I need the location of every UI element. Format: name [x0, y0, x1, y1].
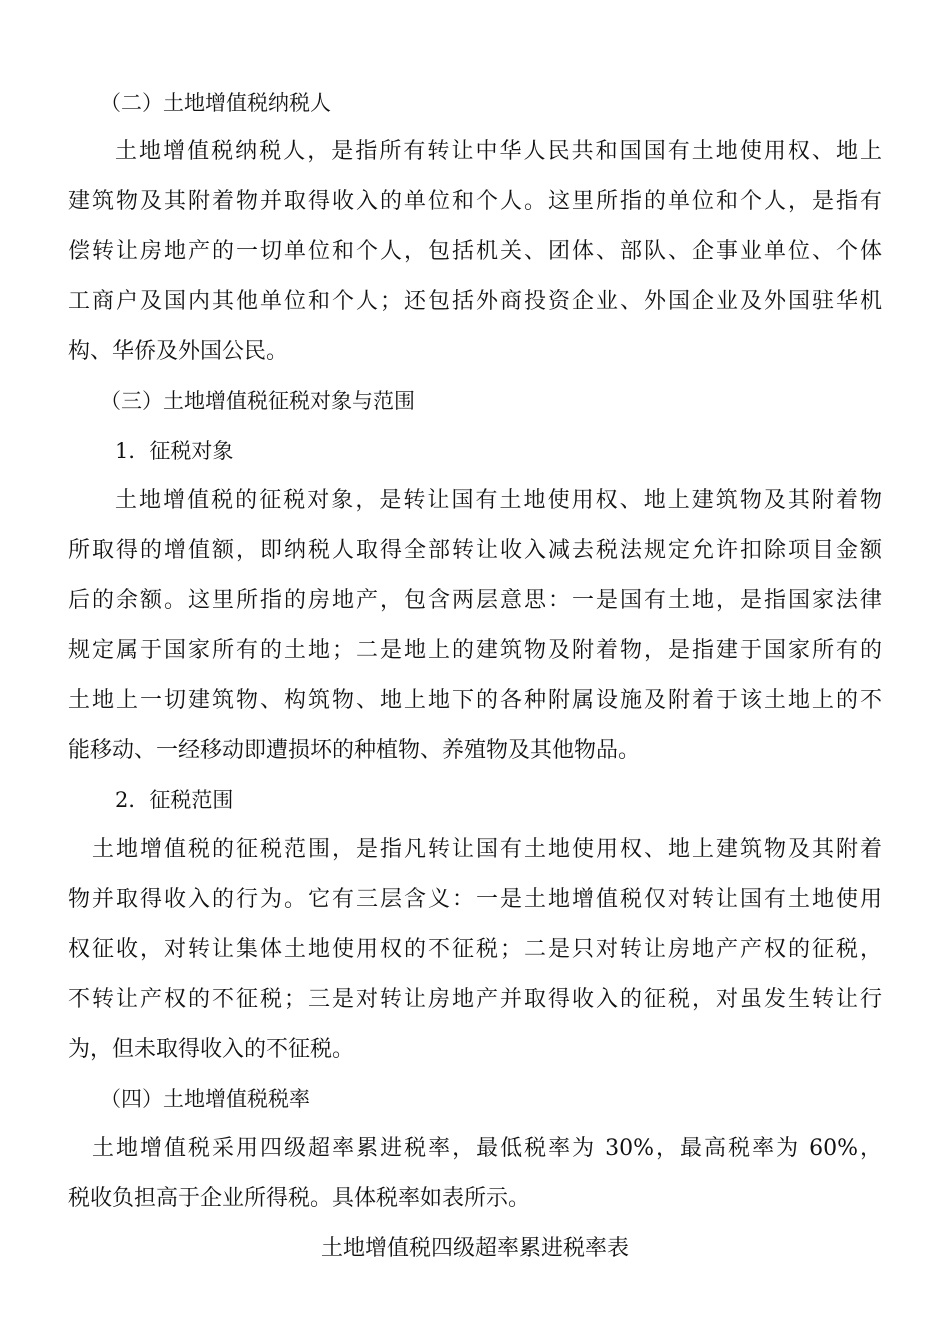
paragraph-line: 所取得的增值额，即纳税人取得全部转让收入减去税法规定允许扣除项目金额 — [68, 538, 882, 563]
paragraph-line: 构、华侨及外国公民。 — [68, 339, 289, 364]
paragraph-line: 能移动、一经移动即遭损坏的种植物、养殖物及其他物品。 — [68, 738, 641, 763]
paragraph-line: 土地增值税的征税对象，是转让国有土地使用权、地上建筑物及其附着物 — [115, 488, 882, 513]
table-caption: 土地增值税四级超率累进税率表 — [320, 1236, 629, 1261]
subsection-heading-object: 1．征税对象 — [115, 439, 234, 463]
paragraph-line: 工商户及国内其他单位和个人；还包括外商投资企业、外国企业及外国驻华机 — [68, 289, 882, 314]
paragraph-line: 土地增值税采用四级超率累进税率，最低税率为 30%，最高税率为 60%， — [92, 1136, 882, 1161]
section-heading-taxpayer: （二）土地增值税纳税人 — [100, 91, 331, 115]
paragraph-line: 土地上一切建筑物、构筑物、地上地下的各种附属设施及附着于该土地上的不 — [68, 688, 882, 713]
subsection-heading-scope: 2．征税范围 — [115, 788, 234, 812]
paragraph-line: 税收负担高于企业所得税。具体税率如表所示。 — [68, 1186, 531, 1211]
paragraph-line: 权征收，对转让集体土地使用权的不征税；二是只对转让房地产产权的征税， — [68, 937, 882, 962]
section-heading-object-scope: （三）土地增值税征税对象与范围 — [100, 389, 415, 413]
paragraph-line: 不转让产权的不征税；三是对转让房地产并取得收入的征税，对虽发生转让行 — [68, 987, 882, 1012]
paragraph-line: 土地增值税的征税范围，是指凡转让国有土地使用权、地上建筑物及其附着 — [92, 837, 882, 862]
paragraph-line: 土地增值税纳税人，是指所有转让中华人民共和国国有土地使用权、地上 — [115, 139, 882, 164]
paragraph-line: 后的余额。这里所指的房地产，包含两层意思：一是国有土地，是指国家法律 — [68, 588, 882, 613]
paragraph-line: 为，但未取得收入的不征税。 — [68, 1037, 355, 1062]
paragraph-line: 偿转让房地产的一切单位和个人，包括机关、团体、部队、企事业单位、个体 — [68, 239, 882, 264]
section-heading-tax-rate: （四）土地增值税税率 — [100, 1087, 310, 1111]
paragraph-line: 规定属于国家所有的土地；二是地上的建筑物及附着物，是指建于国家所有的 — [68, 638, 882, 663]
paragraph-line: 建筑物及其附着物并取得收入的单位和个人。这里所指的单位和个人，是指有 — [68, 189, 882, 214]
paragraph-line: 物并取得收入的行为。它有三层含义：一是土地增值税仅对转让国有土地使用 — [68, 887, 882, 912]
